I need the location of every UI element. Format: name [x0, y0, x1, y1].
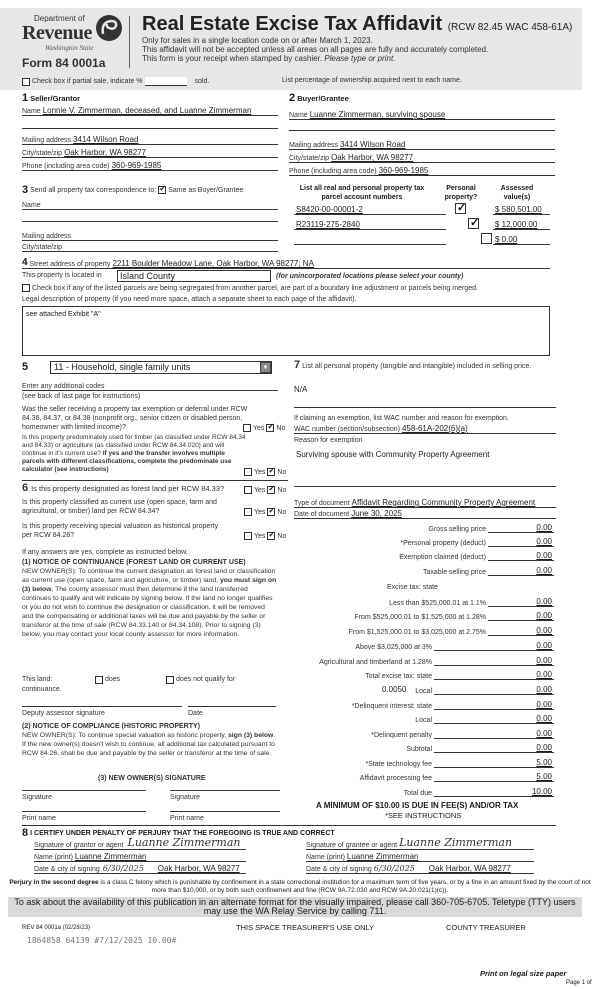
q2-no-checkbox[interactable]	[267, 468, 275, 476]
title-text: Real Estate Excise Tax Affidavit	[142, 13, 443, 35]
no-label: No	[277, 532, 287, 540]
personal-property-checkbox-2[interactable]	[468, 218, 479, 229]
fin-value[interactable]: 0.00	[434, 641, 554, 651]
notice1-text-a: NEW OWNER(S): To continue the current designation as forest land or classification as current use (open space, farm and agriculture, or timber) land,	[22, 568, 276, 584]
yes-label: Yes	[254, 486, 266, 494]
legal-paper-note: Print on legal size paper	[480, 969, 567, 978]
fin-value[interactable]: 0.00	[488, 537, 554, 547]
grantor-sig-label: Signature of grantor or agent	[34, 842, 124, 849]
fin-row-tech-fee	[296, 757, 554, 768]
notice1-text-b: . The county assessor must then determine if the land transferred continues to qualify and will indicate by signing below. If the land no longer qualifies or you do not wish to continue the designation or classification, it will be removed and the compensating or additional taxes will be due and payable by the seller or transferor at the time of sale (RCW 84.33.140 or 84.34.108). Prior to signing (3) below, you may contact your local county assessor for more information.	[22, 586, 273, 638]
fin-value[interactable]: 0.00	[434, 700, 554, 710]
grantor-city-value: Oak Harbor, WA 98277	[157, 864, 240, 873]
buyer-mailing-value: 3414 Wilson Road	[340, 140, 406, 149]
fin-label: *Delinquent interest: state	[351, 703, 432, 710]
fin-row-penalty	[296, 728, 554, 739]
segregated-label: Check box if any of the listed parcels are being segregated from another parcel, are part of a boundary line adjustment or parcels being merged.	[32, 284, 478, 292]
yes-label: Yes	[254, 468, 266, 476]
grantee-date-label: Date & city of signing	[306, 866, 372, 873]
timber-question-text: Is this property predominately used for timber (as classified under RCW 84.34 and 84.33) or agriculture (as classified under RCW 84.34.020) and will continue in it's current use?	[22, 434, 246, 457]
same-as-buyer-label: Same as Buyer/Grantee	[168, 186, 244, 194]
q1-yes-no	[243, 424, 285, 432]
fin-label: *State technology fee	[365, 761, 432, 768]
fin-value[interactable]: 0.00	[434, 729, 554, 739]
fin-row-tier1	[296, 596, 554, 607]
logo-dept-text: Department of	[34, 14, 85, 23]
personal-property-line	[294, 407, 556, 408]
wac-field[interactable]	[294, 423, 556, 434]
does-option	[95, 675, 120, 684]
fin-row-processing-fee	[296, 771, 554, 782]
fin-label: Subtotal	[406, 746, 432, 753]
seller-mailing-label: Mailing address	[22, 137, 72, 144]
notice2-text-b: . If the new owner(s) doesn't wish to continue, all additional tax calculated pursuant to RCW 84.26, shall be due and payable by the seller or transferor at the time of sale.	[22, 732, 276, 757]
partial-sale-label: Check box if partial sale, indicate %	[32, 78, 143, 85]
fin-row-gross	[296, 522, 554, 533]
deputy-sig-label: Deputy assessor signature	[22, 710, 105, 717]
section-title: Seller/Grantor	[30, 94, 81, 103]
correspondence-line2	[22, 221, 278, 222]
fin-row-personal	[296, 536, 554, 547]
signature-line-2[interactable]	[170, 790, 280, 791]
subtitle-2: This affidavit will not be accepted unless all areas on all pages are fully and accurately completed.	[142, 45, 489, 54]
print-name-line-2[interactable]	[170, 811, 280, 812]
this-land-label: This land:	[22, 676, 53, 683]
legal-description-input[interactable]: see attached Exhibit "A"	[22, 306, 550, 356]
fin-value[interactable]: 0.00	[488, 626, 554, 636]
fin-row-total-state	[296, 669, 554, 680]
fin-value[interactable]: 10.00	[434, 787, 554, 797]
q1-no-checkbox[interactable]	[266, 424, 274, 432]
buyer-name-value: Luanne Zimmerman, surviving spouse	[309, 110, 446, 119]
fin-label: Local	[415, 688, 432, 695]
doc-date-value: June 30, 2025	[351, 509, 402, 518]
partial-sale-pct-input[interactable]	[145, 77, 187, 86]
notice2-title: (2) NOTICE OF COMPLIANCE (HISTORIC PROPERTY)	[22, 723, 200, 730]
section-number: 6	[22, 482, 29, 494]
fin-row-exemption	[296, 550, 554, 561]
section5-divider	[22, 480, 288, 481]
current-use-question: Is this property classified as current use (open space, farm and agricultural, or timber) land per RCW 84.34?	[22, 499, 217, 515]
signature-label-1: Signature	[22, 794, 52, 801]
seller-phone-label: Phone (including area code)	[22, 163, 110, 170]
fin-label: Total excise tax: state	[365, 673, 432, 680]
perjury-notice	[8, 879, 592, 895]
located-in-label: This property is located in	[22, 272, 102, 279]
buyer-phone-field[interactable]	[289, 165, 555, 176]
forest-yes-checkbox[interactable]	[244, 486, 252, 494]
exemption-label: If claiming an exemption, list WAC number and reason for exemption.	[294, 415, 509, 422]
forest-question	[22, 484, 247, 493]
historic-yes-no	[244, 532, 286, 540]
street-address-field[interactable]	[22, 258, 550, 269]
buyer-mailing-label: Mailing address	[289, 142, 339, 149]
correspondence-mailing-field[interactable]	[22, 230, 278, 241]
yes-label: Yes	[253, 424, 265, 432]
grantee-signature-field[interactable]	[306, 836, 534, 850]
certify-text: I CERTIFY UNDER PENALTY OF PERJURY THAT THE FOREGOING IS TRUE AND CORRECT	[30, 829, 335, 837]
land-use-value: 11 - Household, single family units	[54, 362, 191, 372]
q2-yes-checkbox[interactable]	[244, 468, 252, 476]
q1-yes-checkbox[interactable]	[243, 424, 251, 432]
does-not-label: does not qualify for	[176, 676, 236, 683]
treasurer-use: THIS SPACE TREASURER'S USE ONLY	[236, 923, 375, 932]
does-checkbox[interactable]	[95, 676, 103, 684]
fin-row-delinquent-state	[296, 699, 554, 710]
fin-value[interactable]: 0.00	[488, 597, 554, 607]
doc-type-value: Affidavit Regarding Community Property Agreement	[351, 498, 536, 507]
street-value: 2211 Boulder Meadow Lane, Oak Harbor, WA 98277; NA	[112, 259, 314, 268]
segregated-row	[22, 284, 478, 292]
fin-label: From $525,000.01 to $1,525,000 at 1.28%	[354, 614, 486, 621]
rev-number: REV 84 0001a (02/28/23)	[22, 925, 91, 931]
fin-row-tier4	[296, 640, 554, 651]
current-use-yes-no	[244, 508, 286, 516]
reason-line	[294, 486, 556, 487]
no-label: No	[277, 508, 287, 516]
seller-city-field[interactable]	[22, 147, 278, 158]
fin-row-tier3	[296, 625, 554, 636]
reason-label: Reason for exemption	[294, 437, 363, 444]
grantor-date-label: Date & city of signing	[34, 866, 100, 873]
grantee-signature: Luanne Zimmerman	[399, 836, 513, 849]
grantor-date-value: 6/30/2025	[102, 864, 144, 873]
title-rcw: (RCW 82.45 WAC 458-61A)	[447, 22, 573, 33]
current-use-yes-checkbox[interactable]	[244, 508, 252, 516]
fin-label: From $1,525,000.01 to $3,025,000 at 2.75%	[348, 629, 486, 636]
wac-value: 458-61A-202(6)(a)	[401, 424, 468, 433]
correspondence-city-label: City/state/zip	[22, 244, 63, 251]
section-number: 4	[22, 257, 28, 268]
subtitle-3-text: This form is your receipt when stamped by cashier.	[142, 54, 325, 63]
page-title	[142, 13, 572, 36]
ownership-note: List percentage of ownership acquired next to each name.	[282, 77, 462, 84]
buyer-heading	[289, 92, 349, 104]
section-number: 7	[294, 359, 301, 371]
notice1-title: (1) NOTICE OF CONTINUANCE (FOREST LAND OR CURRENT USE)	[22, 559, 246, 566]
fin-row-delinquent-local	[296, 713, 554, 724]
historic-question: Is this property receiving special valuation as historical property per RCW 84.26?	[22, 523, 219, 539]
fin-label: Exemption claimed (deduct)	[399, 554, 486, 561]
subtitle-3-italic: Please type or print.	[324, 54, 396, 63]
no-label: No	[277, 468, 287, 476]
fin-label: Above $3,025,000 at 3%	[355, 644, 432, 651]
correspondence-city-field[interactable]	[22, 241, 278, 252]
county-treasurer: COUNTY TREASURER	[446, 923, 526, 932]
correspondence-name-field[interactable]	[22, 199, 278, 210]
parcel-row-3[interactable]	[294, 234, 446, 245]
forest-yes-no	[244, 486, 286, 494]
seller-city-label: City/state/zip	[22, 150, 63, 157]
fin-label: *Personal property (deduct)	[400, 540, 486, 547]
additional-codes-label: Enter any additional codes	[22, 383, 105, 390]
section-number: 1	[22, 92, 29, 104]
see-back-note: (see back of last page for instructions)	[22, 393, 141, 400]
fin-label: Local	[415, 717, 432, 724]
subtitle-3	[142, 54, 395, 63]
logo-revenue-text: Revenue	[22, 22, 92, 44]
print-name-label-2: Print name	[170, 815, 204, 822]
section8-divider	[22, 825, 556, 826]
buyer-name-label: Name	[289, 112, 308, 119]
land-use-select[interactable]	[50, 361, 272, 374]
header-divider	[129, 16, 130, 68]
fin-row-total-due	[296, 786, 554, 797]
timber-question	[22, 434, 247, 474]
buyer-city-field[interactable]	[289, 152, 555, 163]
personal-property-checkbox-1[interactable]	[455, 203, 466, 214]
does-not-option	[166, 675, 235, 684]
county-note: (for unincorporated locations please select your county)	[276, 273, 464, 280]
grantee-date-field[interactable]	[306, 863, 534, 874]
buyer-mailing-field[interactable]	[289, 139, 555, 150]
section5-number: 5	[22, 361, 29, 373]
section-number: 8	[22, 827, 29, 839]
seller-city-value: Oak Harbor, WA 98277	[64, 148, 147, 157]
fin-value[interactable]: 0.00	[434, 670, 554, 680]
parcel-row-1[interactable]	[294, 204, 446, 215]
buyer-phone-value: 360-969-1985	[378, 166, 429, 175]
deputy-sig-line	[22, 706, 182, 707]
section-number: 2	[289, 92, 296, 104]
forest-question-text: Is this property designated as forest land per RCW 84.33?	[31, 484, 225, 493]
fin-label: Less than $525,000.01 at 1.1%	[389, 600, 486, 607]
doc-date-field[interactable]	[294, 508, 556, 519]
fin-label: Affidavit processing fee	[359, 775, 432, 782]
buyer-name-field[interactable]	[289, 109, 555, 120]
grantee-city-value: Oak Harbor, WA 98277	[428, 864, 511, 873]
fin-value[interactable]: 5.00	[434, 772, 554, 782]
section7-text: List all personal property (tangible and intangible) included in selling price.	[302, 363, 532, 370]
cashier-stamp: 1864858 64139 #7/12/2025 10.00#	[27, 936, 177, 945]
grantor-name-value: Luanne Zimmerman	[74, 852, 147, 861]
additional-codes-field[interactable]	[22, 380, 278, 391]
same-as-buyer-checkbox[interactable]	[158, 186, 166, 194]
local-rate: 0.0050	[382, 685, 407, 694]
parcel-number: S8420-00-00001-2	[296, 205, 363, 214]
does-not-checkbox[interactable]	[166, 676, 174, 684]
grantee-name-field[interactable]	[306, 851, 534, 862]
historic-yes-checkbox[interactable]	[244, 532, 252, 540]
grantee-name-value: Luanne Zimmerman	[346, 852, 419, 861]
no-label: No	[276, 424, 286, 432]
fin-value[interactable]: 0.00	[488, 523, 554, 533]
seller-heading	[22, 92, 80, 104]
notice2-text-a: NEW OWNER(S): To continue special valuation as historic property,	[22, 732, 228, 739]
fin-value[interactable]: 0.00	[488, 566, 554, 576]
seller-phone-field[interactable]	[22, 160, 278, 171]
dropdown-arrow-icon[interactable]: ▼	[260, 362, 271, 373]
section3-label: Send all property tax correspondence to:	[30, 186, 157, 194]
notice1-body	[22, 567, 278, 639]
fin-label: Total due	[403, 790, 432, 797]
correspondence-name-label: Name	[22, 202, 41, 209]
legal-desc-label: Legal description of property (if you need more space, attach a separate sheet to each page of the affidavit).	[22, 296, 357, 303]
signature-label-2: Signature	[170, 794, 200, 801]
alt-format-notice: To ask about the availability of this publication in an alternate format for the visually impaired, please call 360-705-6705. Teletype (TTY) users may use the WA Relay Service by calling 711.	[8, 897, 582, 917]
fin-row-local	[296, 684, 554, 695]
fin-row-subtotal	[296, 742, 554, 753]
buyer-city-label: City/state/zip	[289, 155, 330, 162]
grantee-name-label: Name (print)	[306, 854, 345, 861]
print-name-label-1: Print name	[22, 815, 56, 822]
personal-property-value[interactable]: N/A	[294, 385, 308, 394]
section3-heading	[22, 184, 243, 196]
assessed-value-3[interactable]	[493, 234, 550, 245]
seller-phone-value: 360-969-1985	[111, 161, 162, 170]
fin-row-tier2	[296, 610, 554, 621]
segregated-checkbox[interactable]	[22, 284, 30, 292]
seller-name-label: Name	[22, 108, 41, 115]
q2-yes-no	[244, 468, 286, 476]
grantee-date-value: 6/30/2025	[373, 864, 415, 873]
wac-label: WAC number (section/subsection)	[294, 426, 400, 433]
fin-row-taxable	[296, 565, 554, 576]
doc-type-label: Type of document	[294, 500, 350, 507]
buyer-phone-label: Phone (including area code)	[289, 168, 377, 175]
section7-label	[294, 361, 556, 371]
assessed-col-header: Assessed value(s)	[500, 185, 534, 201]
perjury-bold: Perjury in the second degree	[9, 879, 99, 886]
grantor-signature: Luanne Zimmerman	[127, 836, 241, 849]
fin-value[interactable]: 0.00	[434, 656, 554, 666]
grantor-date-field[interactable]	[34, 863, 246, 874]
notice2-body	[22, 731, 280, 758]
yes-label: Yes	[254, 508, 266, 516]
partial-sale-sold: sold.	[194, 78, 210, 85]
grantor-name-label: Name (print)	[34, 854, 73, 861]
dor-logo-icon	[95, 14, 123, 42]
seller-name-line2	[22, 128, 278, 129]
assessed-value-1[interactable]	[493, 204, 550, 215]
fin-value[interactable]: 0.00	[434, 685, 554, 695]
fin-label: Gross selling price	[428, 526, 486, 533]
seller-mailing-value: 3414 Wilson Road	[73, 135, 139, 144]
subtitle-1: Only for sales in a single location code on or after March 1, 2023.	[142, 36, 373, 45]
fin-label: Taxable selling price	[422, 569, 486, 576]
current-use-no-checkbox[interactable]	[267, 508, 275, 516]
fin-value[interactable]: 5.00	[434, 758, 554, 768]
buyer-name-line2	[289, 130, 555, 131]
yes-label: Yes	[254, 532, 266, 540]
assessed-value: $ 0.00	[495, 235, 518, 244]
fin-label: Agricultural and timberland at 1.28%	[319, 659, 432, 666]
continuance-label: continuance.	[22, 686, 62, 693]
if-yes-note: If any answers are yes, complete as instructed below.	[22, 549, 188, 556]
personal-property-checkbox-3[interactable]	[481, 233, 492, 244]
fin-value[interactable]: 0.00	[434, 714, 554, 724]
section-title: Buyer/Grantee	[297, 94, 349, 103]
print-name-line-1[interactable]	[22, 811, 146, 812]
doc-type-field[interactable]	[294, 497, 556, 508]
parcel-number: R23119-275-2840	[296, 220, 360, 229]
seller-mailing-field[interactable]	[22, 134, 278, 145]
no-label: No	[277, 486, 287, 494]
assessed-value: $ 12,000.00	[495, 220, 538, 229]
fin-value[interactable]: 0.00	[488, 611, 554, 621]
see-instructions: *SEE INSTRUCTIONS	[385, 811, 462, 820]
date-line	[188, 706, 276, 707]
notice2-bold: sign (3) below	[228, 732, 274, 739]
partial-sale-checkbox[interactable]	[22, 78, 30, 86]
minimum-note: A MINIMUM OF $10.00 IS DUE IN FEE(S) AND/OR TAX	[316, 801, 519, 810]
excise-tax-state-heading: Excise tax: state	[387, 584, 438, 591]
notice1-bold: you must sign on (3) below	[22, 577, 277, 593]
parcel-row-2[interactable]	[294, 219, 446, 230]
fin-value[interactable]: 0.00	[434, 743, 554, 753]
correspondence-mailing-label: Mailing address	[22, 233, 72, 240]
parcel-col-header: List all real and personal property tax parcel account numbers	[299, 185, 425, 201]
seller-name-field[interactable]	[22, 105, 278, 116]
section-number: 3	[22, 184, 29, 196]
county-select[interactable]: Island County	[117, 270, 271, 282]
form-number: Form 84 0001a	[22, 56, 106, 70]
grantor-name-field[interactable]	[34, 851, 246, 862]
page-indicator: Page 1 of	[566, 980, 592, 986]
assessed-value-2[interactable]	[493, 219, 550, 230]
notice3-title: (3) NEW OWNER(S) SIGNATURE	[98, 775, 206, 782]
historic-no-checkbox[interactable]	[267, 532, 275, 540]
grantor-signature-field[interactable]	[34, 836, 246, 850]
street-label: Street address of property	[29, 261, 111, 268]
fin-row-agricultural	[296, 655, 554, 666]
signature-line-1[interactable]	[22, 790, 146, 791]
personal-col-header: Personal property?	[444, 185, 478, 201]
assessed-value: $ 580,501.00	[495, 205, 542, 214]
perjury-text: is a class C felony which is punishable by confinement in a state correctional institution for a maximum term of five years, or by a fine in an amount fixed by the court of not more than $10,000, or by both such confinement and fine (RCW 9A.72.030 and RCW 9A.20.021(1)(c)).	[98, 879, 591, 894]
timber-question-bold: If yes and the transfer involves multiple parcels with different classifications, complete the predominate use calculator (see instructions)	[22, 450, 232, 473]
doc-date-label: Date of document	[294, 511, 350, 518]
reason-value[interactable]: Surviving spouse with Community Property Agreement	[296, 450, 490, 459]
forest-no-checkbox[interactable]	[267, 486, 275, 494]
date-label: Date	[188, 710, 203, 717]
fin-value[interactable]: 0.00	[488, 551, 554, 561]
logo-state-text: Washington State	[45, 44, 94, 52]
exemption-question: Was the seller receiving a property tax exemption or deferral under RCW 84.36, 84.37, or 84.38 (nonprofit org., senior citizen or disabled person, homeowner with limited income)?	[22, 406, 248, 431]
buyer-city-value: Oak Harbor, WA 98277	[331, 153, 414, 162]
fin-label: *Delinquent penalty	[371, 732, 432, 739]
grantee-sig-label: Signature of grantee or agent	[306, 842, 398, 849]
does-label: does	[105, 676, 121, 683]
partial-sale-row	[22, 77, 209, 86]
seller-name-value: Lonnie V. Zimmerman, deceased, and Luanne Zimmerman	[42, 106, 252, 115]
